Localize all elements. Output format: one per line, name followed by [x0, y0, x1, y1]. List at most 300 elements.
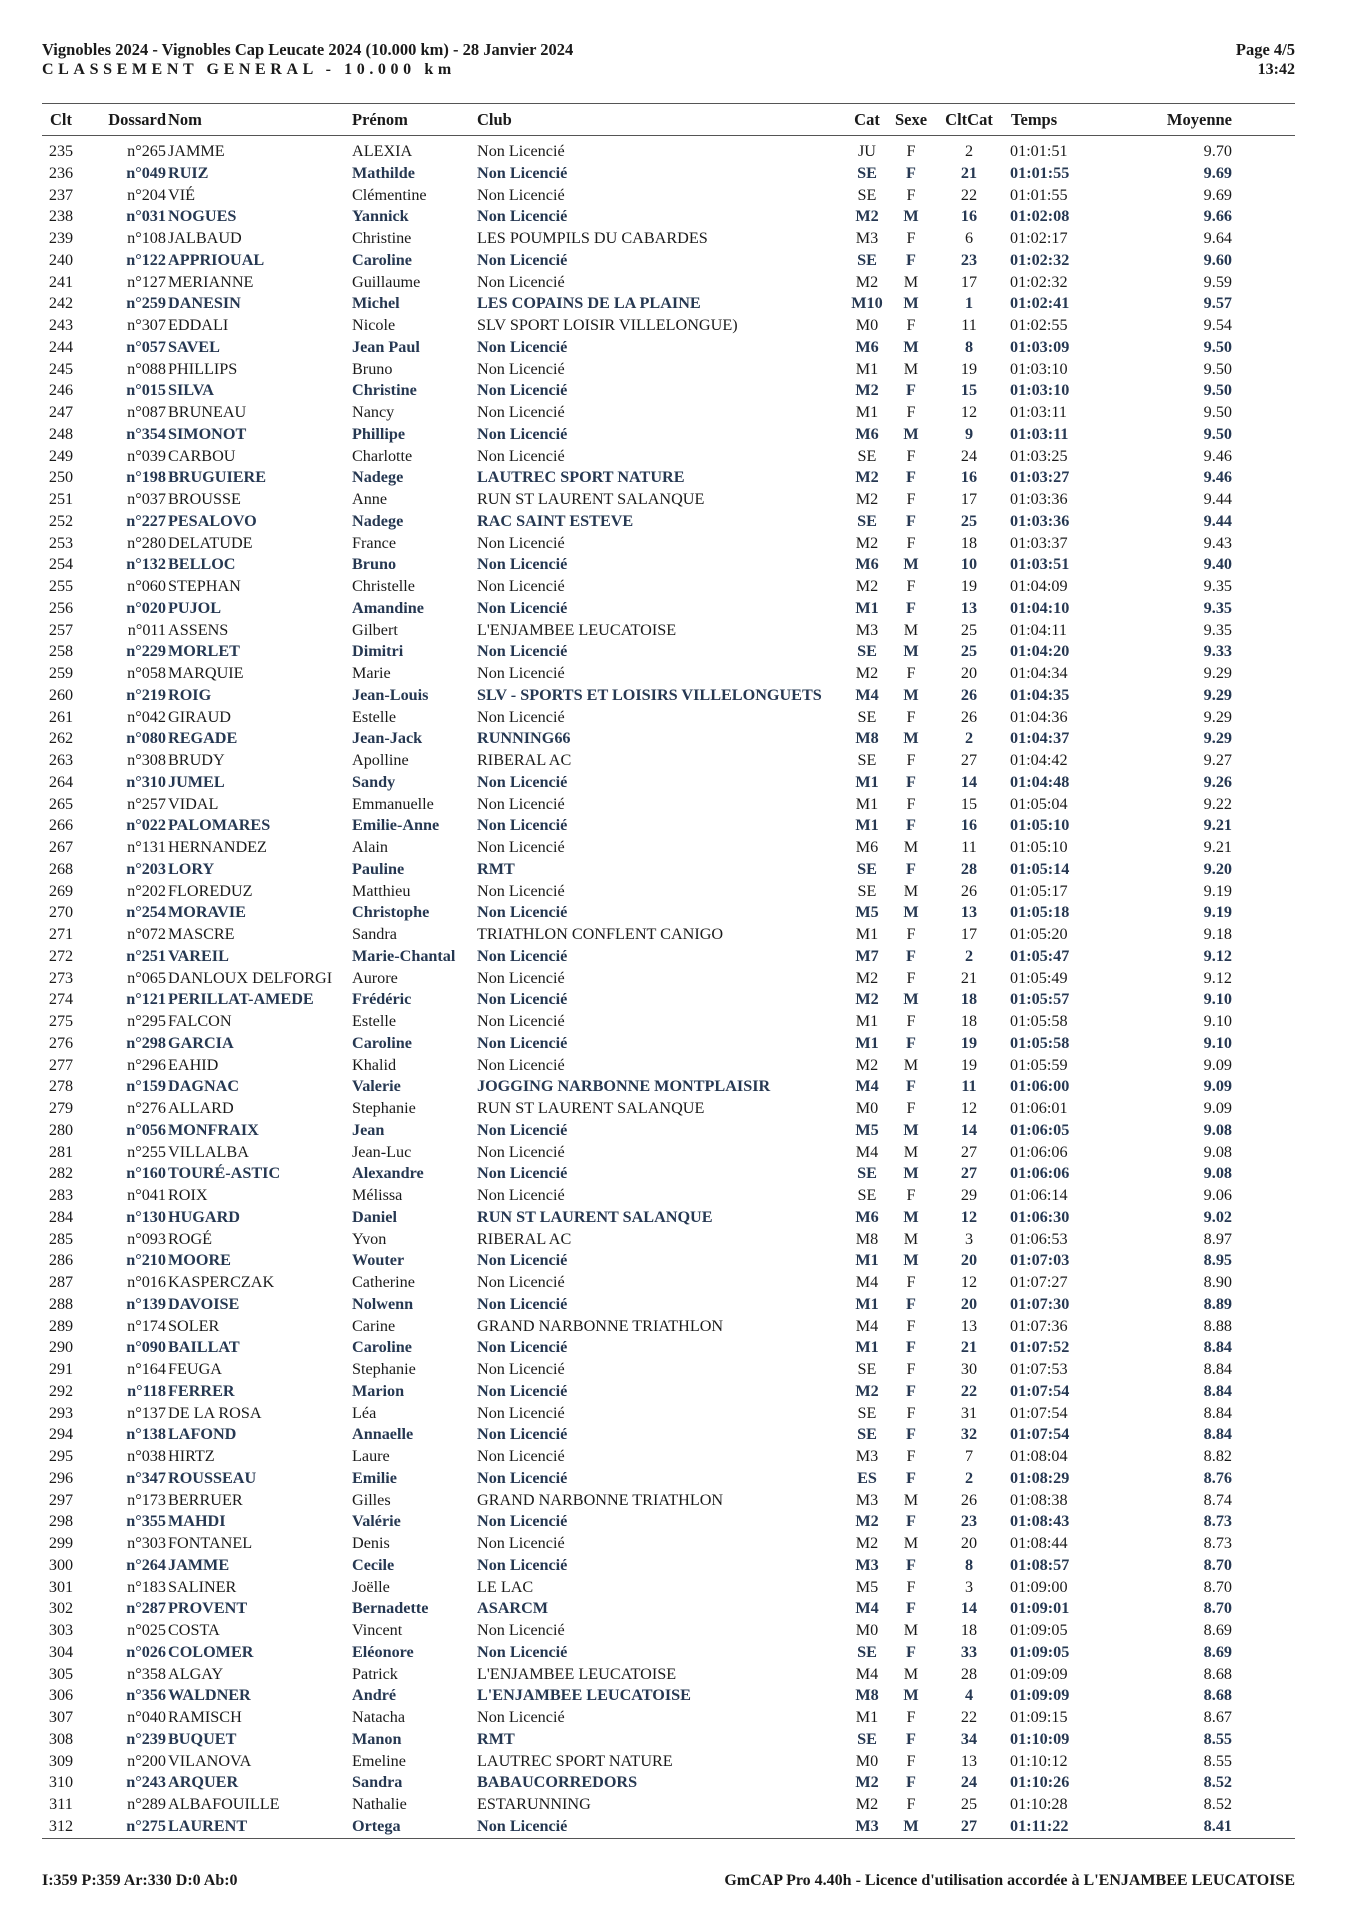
table-row: [0, 598, 1357, 620]
cell-clt: 297: [48, 1490, 74, 1509]
cell-temps: 01:04:09: [1010, 577, 1068, 595]
cell-sexe: F: [906, 250, 916, 269]
cell-cltcat: 2: [964, 1468, 974, 1487]
cell-temps: 01:07:36: [1010, 1316, 1068, 1335]
cell-temps: 01:11:22: [1010, 1816, 1069, 1835]
cell-club: Non Licencié: [477, 1055, 565, 1074]
cell-moyenne: 9.29: [1203, 685, 1232, 704]
cell-prenom: Sandy: [352, 772, 396, 791]
cell-dossard: n°174: [127, 1316, 166, 1335]
table-header: [0, 110, 1357, 134]
cell-club: Non Licencié: [477, 903, 568, 922]
cell-sexe: M: [903, 1142, 919, 1161]
cell-club: Non Licencié: [477, 881, 565, 900]
cell-cltcat: 31: [960, 1403, 978, 1422]
cell-sexe: F: [906, 1425, 916, 1444]
cell-sexe: M: [903, 1664, 919, 1683]
table-row: [0, 337, 1357, 359]
cell-nom: VILLALBA: [168, 1142, 249, 1161]
table-row: [0, 663, 1357, 685]
cell-club: Non Licencié: [477, 1338, 568, 1357]
cell-cat: M4: [855, 1273, 879, 1291]
cell-prenom: Michel: [352, 294, 400, 313]
cell-clt: 254: [48, 555, 74, 574]
table-row: [0, 1577, 1357, 1599]
cell-moyenne: 8.95: [1203, 1251, 1232, 1270]
cell-cltcat: 25: [960, 1795, 978, 1813]
cell-temps: 01:06:00: [1010, 1077, 1070, 1096]
cell-club: RIBERAL AC: [477, 1229, 572, 1248]
cell-club: LES POUMPILS DU CABARDES: [477, 229, 708, 247]
cell-club: RMT: [477, 1729, 515, 1748]
cell-nom: MASCRE: [168, 925, 235, 943]
cell-sexe: F: [906, 1403, 916, 1422]
cell-cltcat: 11: [961, 316, 977, 334]
cell-temps: 01:03:51: [1010, 555, 1070, 574]
cell-temps: 01:05:18: [1010, 903, 1070, 922]
cell-temps: 01:05:47: [1010, 946, 1070, 965]
cell-nom: ARQUER: [168, 1773, 239, 1792]
cell-nom: MAHDI: [168, 1512, 226, 1531]
cell-prenom: Estelle: [352, 707, 397, 726]
table-row: [0, 315, 1357, 337]
cell-temps: 01:02:08: [1010, 207, 1070, 226]
cell-temps: 01:06:53: [1010, 1229, 1068, 1248]
ranking-subtitle: CLASSEMENT GENERAL - 10.000 km: [42, 61, 456, 78]
cell-nom: PESALOVO: [168, 511, 257, 530]
cell-clt: 304: [48, 1642, 74, 1661]
cell-clt: 275: [48, 1012, 74, 1030]
cell-clt: 242: [48, 294, 74, 313]
cell-moyenne: 9.06: [1203, 1186, 1232, 1204]
cell-clt: 303: [48, 1621, 74, 1639]
cell-sexe: F: [906, 772, 916, 791]
cell-cltcat: 16: [960, 468, 978, 487]
cell-club: Non Licencié: [477, 1294, 568, 1313]
table-row: [0, 1207, 1357, 1229]
cell-temps: 01:05:59: [1010, 1055, 1068, 1074]
table-row: [0, 1446, 1357, 1468]
cell-cltcat: 14: [960, 1120, 978, 1139]
cell-cltcat: 17: [960, 925, 978, 943]
cell-moyenne: 8.89: [1203, 1294, 1232, 1313]
cell-prenom: Jean-Luc: [352, 1142, 412, 1161]
cell-clt: 257: [48, 620, 74, 639]
cell-club: Non Licencié: [477, 359, 565, 378]
cell-temps: 01:05:58: [1010, 1012, 1068, 1030]
cell-prenom: Natacha: [352, 1708, 406, 1726]
cell-sexe: M: [903, 272, 919, 291]
cell-dossard: n°356: [126, 1686, 166, 1705]
cell-prenom: Catherine: [352, 1273, 415, 1291]
cell-dossard: n°130: [126, 1207, 166, 1226]
cell-cltcat: 11: [961, 838, 977, 856]
cell-temps: 01:01:55: [1010, 163, 1070, 182]
cell-moyenne: 9.21: [1203, 838, 1232, 856]
cell-temps: 01:07:30: [1010, 1294, 1070, 1313]
cell-dossard: n°121: [126, 990, 166, 1009]
cell-temps: 01:04:10: [1010, 598, 1070, 617]
cell-cat: M1: [855, 816, 879, 835]
cell-cltcat: 14: [960, 772, 978, 791]
cell-cat: M4: [855, 1316, 879, 1335]
cell-cat: SE: [857, 250, 877, 269]
col-cat: Cat: [854, 110, 880, 129]
cell-temps: 01:03:10: [1010, 359, 1068, 378]
cell-club: RUNNING66: [477, 729, 571, 748]
cell-dossard: n°088: [127, 359, 166, 378]
cell-club: GRAND NARBONNE TRIATHLON: [477, 1490, 724, 1509]
table-row: [0, 1185, 1357, 1207]
cell-temps: 01:04:11: [1010, 620, 1067, 639]
cell-temps: 01:04:20: [1010, 642, 1070, 661]
cell-nom: ALLARD: [168, 1099, 234, 1117]
cell-prenom: Bernadette: [352, 1599, 429, 1618]
cell-sexe: F: [906, 381, 916, 400]
cell-clt: 243: [48, 316, 74, 334]
col-moyenne: Moyenne: [1166, 110, 1232, 129]
cell-temps: 01:03:09: [1010, 337, 1070, 356]
cell-clt: 255: [48, 577, 74, 595]
cell-temps: 01:01:55: [1010, 185, 1068, 204]
cell-cltcat: 20: [960, 664, 978, 682]
cell-nom: LAFOND: [168, 1425, 237, 1444]
cell-prenom: Bruno: [352, 555, 397, 574]
table-row: [0, 1163, 1357, 1185]
cell-nom: BELLOC: [168, 555, 236, 574]
header-bottom-rule: [42, 135, 1295, 136]
cell-cat: M1: [855, 794, 879, 813]
cell-cltcat: 13: [960, 598, 978, 617]
cell-dossard: n°227: [126, 511, 166, 530]
cell-cat: M2: [855, 207, 879, 226]
cell-nom: MERIANNE: [168, 272, 254, 291]
cell-cltcat: 1: [964, 294, 974, 313]
cell-prenom: Christelle: [352, 577, 415, 595]
table-row: [0, 1794, 1357, 1816]
cell-cat: M3: [855, 1555, 879, 1574]
cell-sexe: F: [906, 163, 916, 182]
cell-clt: 245: [48, 359, 74, 378]
cell-cat: M1: [855, 1251, 879, 1270]
cell-moyenne: 9.20: [1203, 859, 1232, 878]
cell-cltcat: 8: [964, 337, 974, 356]
cell-cltcat: 13: [960, 1316, 978, 1335]
cell-club: ASARCM: [477, 1599, 549, 1618]
cell-cat: M7: [855, 946, 879, 965]
table-row: [0, 1337, 1357, 1359]
cell-sexe: F: [906, 403, 916, 421]
cell-sexe: F: [906, 533, 916, 552]
cell-dossard: n°203: [126, 859, 166, 878]
col-nom: Nom: [168, 110, 202, 129]
cell-sexe: F: [906, 1360, 916, 1378]
cell-dossard: n°280: [127, 533, 166, 552]
cell-cltcat: 12: [960, 403, 978, 421]
cell-cltcat: 19: [960, 1033, 978, 1052]
cell-cltcat: 21: [960, 163, 978, 182]
cell-dossard: n°122: [126, 250, 166, 269]
cell-dossard: n°118: [127, 1381, 166, 1400]
cell-prenom: Emmanuelle: [352, 794, 434, 813]
cell-dossard: n°183: [127, 1577, 166, 1596]
cell-sexe: F: [906, 1381, 916, 1400]
cell-club: TRIATHLON CONFLENT CANIGO: [477, 925, 724, 943]
cell-clt: 281: [48, 1142, 74, 1161]
cell-prenom: Yannick: [352, 207, 409, 226]
cell-moyenne: 9.27: [1203, 751, 1232, 769]
cell-sexe: M: [903, 1534, 919, 1552]
cell-club: Non Licencié: [477, 1273, 565, 1291]
cell-temps: 01:03:11: [1010, 424, 1069, 443]
cell-prenom: Yvon: [352, 1229, 387, 1248]
cell-moyenne: 8.68: [1203, 1664, 1232, 1683]
cell-prenom: Sandra: [352, 925, 397, 943]
cell-dossard: n°355: [126, 1512, 166, 1531]
cell-moyenne: 9.35: [1203, 620, 1232, 639]
cell-nom: HERNANDEZ: [168, 838, 267, 856]
cell-clt: 310: [48, 1773, 74, 1792]
cell-moyenne: 8.84: [1203, 1425, 1232, 1444]
table-row: [0, 1664, 1357, 1686]
cell-club: LAUTREC SPORT NATURE: [477, 468, 685, 487]
cell-prenom: Patrick: [352, 1664, 398, 1683]
cell-clt: 278: [48, 1077, 74, 1096]
cell-sexe: F: [906, 1751, 916, 1770]
cell-nom: PHILLIPS: [168, 359, 238, 378]
cell-prenom: Valerie: [352, 1077, 401, 1096]
table-row: [0, 946, 1357, 968]
cell-cat: M2: [855, 990, 879, 1009]
table-row: [0, 881, 1357, 903]
table-row: [0, 1229, 1357, 1251]
cell-club: Non Licencié: [477, 1468, 568, 1487]
cell-club: Non Licencié: [477, 1033, 568, 1052]
cell-cat: M4: [855, 685, 879, 704]
cell-sexe: F: [906, 229, 916, 247]
cell-dossard: n°254: [126, 903, 166, 922]
cell-club: Non Licencié: [477, 794, 565, 813]
cell-prenom: Anne: [352, 490, 388, 508]
cell-cltcat: 32: [960, 1425, 978, 1444]
cell-cltcat: 25: [960, 642, 978, 661]
col-prenom: Prénom: [352, 110, 408, 129]
cell-cat: M1: [855, 772, 879, 791]
table-row: [0, 1729, 1357, 1751]
cell-nom: PROVENT: [168, 1599, 248, 1618]
cell-nom: PERILLAT-AMEDE: [168, 990, 314, 1009]
cell-sexe: F: [906, 185, 916, 204]
cell-temps: 01:06:06: [1010, 1164, 1070, 1183]
cell-dossard: n°131: [127, 838, 166, 856]
cell-cat: SE: [857, 1425, 877, 1444]
col-sexe: Sexe: [894, 110, 928, 129]
cell-nom: PALOMARES: [168, 816, 271, 835]
cell-dossard: n°307: [127, 316, 166, 334]
cell-moyenne: 9.43: [1203, 533, 1232, 552]
cell-prenom: Nicole: [352, 316, 396, 334]
cell-dossard: n°259: [126, 294, 166, 313]
cell-cat: M6: [855, 337, 879, 356]
cell-temps: 01:03:10: [1010, 381, 1070, 400]
cell-prenom: Alain: [352, 838, 388, 856]
cell-clt: 273: [48, 968, 74, 987]
cell-prenom: Nolwenn: [352, 1294, 414, 1313]
cell-cltcat: 28: [960, 859, 978, 878]
cell-temps: 01:07:52: [1010, 1338, 1070, 1357]
cell-cltcat: 18: [960, 1621, 978, 1639]
cell-clt: 265: [48, 794, 74, 813]
cell-dossard: n°164: [127, 1360, 166, 1378]
cell-moyenne: 8.55: [1203, 1729, 1232, 1748]
results-table-body: [0, 141, 1357, 1838]
cell-club: SLV - SPORTS ET LOISIRS VILLELONGUETS: [477, 685, 822, 704]
cell-sexe: M: [903, 1207, 919, 1226]
cell-dossard: n°056: [126, 1120, 166, 1139]
cell-dossard: n°296: [127, 1055, 166, 1074]
table-row: [0, 1533, 1357, 1555]
col-cltcat: CltCat: [945, 110, 993, 129]
cell-nom: FALCON: [168, 1012, 232, 1030]
cell-dossard: n°060: [127, 577, 166, 595]
cell-sexe: M: [903, 1055, 919, 1074]
cell-cat: M6: [855, 838, 879, 856]
cell-temps: 01:08:04: [1010, 1447, 1068, 1465]
cell-prenom: Eléonore: [352, 1642, 414, 1661]
cell-nom: BERRUER: [168, 1490, 243, 1509]
cell-sexe: F: [906, 446, 916, 465]
cell-dossard: n°040: [127, 1708, 166, 1726]
cell-sexe: M: [903, 337, 919, 356]
table-row: [0, 728, 1357, 750]
cell-temps: 01:09:00: [1010, 1577, 1068, 1596]
cell-cltcat: 24: [960, 1773, 978, 1792]
cell-cat: M6: [855, 1207, 879, 1226]
cell-cltcat: 25: [960, 511, 978, 530]
cell-club: Non Licencié: [477, 555, 568, 574]
cell-moyenne: 8.69: [1203, 1642, 1232, 1661]
cell-cltcat: 14: [960, 1599, 978, 1618]
cell-cat: M2: [855, 1055, 879, 1074]
cell-sexe: F: [906, 1447, 916, 1465]
table-row: [0, 902, 1357, 924]
cell-dossard: n°022: [126, 816, 166, 835]
table-row: [0, 206, 1357, 228]
cell-temps: 01:06:06: [1010, 1142, 1068, 1161]
cell-nom: EAHID: [168, 1055, 219, 1074]
cell-nom: COLOMER: [168, 1642, 254, 1661]
cell-cat: M1: [855, 1033, 879, 1052]
cell-sexe: F: [906, 1708, 916, 1726]
cell-clt: 291: [48, 1360, 74, 1378]
cell-nom: ALBAFOUILLE: [168, 1795, 280, 1813]
cell-sexe: F: [906, 707, 916, 726]
cell-sexe: F: [906, 968, 916, 987]
cell-sexe: F: [906, 511, 916, 530]
cell-prenom: Jean Paul: [352, 337, 420, 356]
cell-temps: 01:03:37: [1010, 533, 1068, 552]
cell-sexe: M: [903, 838, 919, 856]
cell-sexe: F: [906, 1468, 916, 1487]
cell-cat: M1: [855, 1294, 879, 1313]
table-row: [0, 228, 1357, 250]
cell-clt: 263: [48, 751, 74, 769]
cell-nom: JAMME: [168, 142, 225, 160]
cell-cltcat: 29: [960, 1186, 978, 1204]
cell-nom: WALDNER: [168, 1686, 251, 1705]
cell-dossard: n°210: [126, 1251, 166, 1270]
cell-sexe: M: [903, 990, 919, 1009]
cell-club: Non Licencié: [477, 1381, 568, 1400]
cell-nom: LORY: [168, 859, 215, 878]
cell-cat: SE: [857, 1642, 877, 1661]
table-row: [0, 1598, 1357, 1620]
cell-clt: 267: [48, 838, 74, 856]
cell-cat: M4: [855, 1664, 879, 1683]
cell-club: Non Licencié: [477, 1447, 565, 1465]
cell-clt: 251: [48, 490, 74, 508]
cell-moyenne: 8.88: [1203, 1316, 1232, 1335]
cell-prenom: Léa: [352, 1403, 377, 1422]
cell-sexe: F: [906, 859, 916, 878]
cell-cat: M5: [855, 1120, 879, 1139]
cell-clt: 261: [48, 707, 74, 726]
cell-nom: KASPERCZAK: [168, 1273, 275, 1291]
cell-nom: PUJOL: [168, 598, 222, 617]
header-top-rule: [42, 103, 1295, 104]
cell-nom: APPRIOUAL: [168, 250, 265, 269]
cell-cat: M2: [855, 272, 879, 291]
table-row: [0, 380, 1357, 402]
cell-nom: BROUSSE: [168, 490, 241, 508]
cell-dossard: n°139: [126, 1294, 166, 1313]
cell-moyenne: 8.97: [1203, 1229, 1232, 1248]
cell-cltcat: 27: [960, 1816, 978, 1835]
cell-temps: 01:07:03: [1010, 1251, 1070, 1270]
cell-cat: SE: [857, 1729, 877, 1748]
cell-cltcat: 20: [960, 1534, 978, 1552]
cell-clt: 295: [48, 1447, 74, 1465]
cell-prenom: Emilie: [352, 1468, 397, 1487]
cell-temps: 01:03:25: [1010, 446, 1068, 465]
table-row: [0, 989, 1357, 1011]
cell-sexe: F: [906, 1773, 916, 1792]
cell-club: Non Licencié: [477, 142, 565, 160]
cell-temps: 01:04:42: [1010, 751, 1068, 769]
cell-cat: M3: [855, 1816, 879, 1835]
cell-temps: 01:04:35: [1010, 685, 1070, 704]
cell-prenom: Marion: [352, 1381, 405, 1400]
cell-cat: M8: [855, 1686, 879, 1705]
cell-cltcat: 12: [960, 1099, 978, 1117]
cell-dossard: n°015: [126, 381, 166, 400]
cell-club: Non Licencié: [477, 533, 565, 552]
cell-moyenne: 9.19: [1203, 881, 1232, 900]
cell-nom: BRUDY: [168, 751, 225, 769]
cell-cat: M1: [855, 598, 879, 617]
cell-sexe: F: [906, 1077, 916, 1096]
cell-clt: 292: [48, 1381, 74, 1400]
cell-dossard: n°090: [126, 1338, 166, 1357]
cell-temps: 01:03:36: [1010, 511, 1070, 530]
cell-club: RUN ST LAURENT SALANQUE: [477, 1099, 705, 1117]
cell-moyenne: 9.29: [1203, 729, 1232, 748]
cell-club: Non Licencié: [477, 337, 568, 356]
table-row: [0, 1424, 1357, 1446]
cell-sexe: M: [903, 1251, 919, 1270]
cell-club: Non Licencié: [477, 207, 568, 226]
cell-nom: CARBOU: [168, 446, 236, 465]
